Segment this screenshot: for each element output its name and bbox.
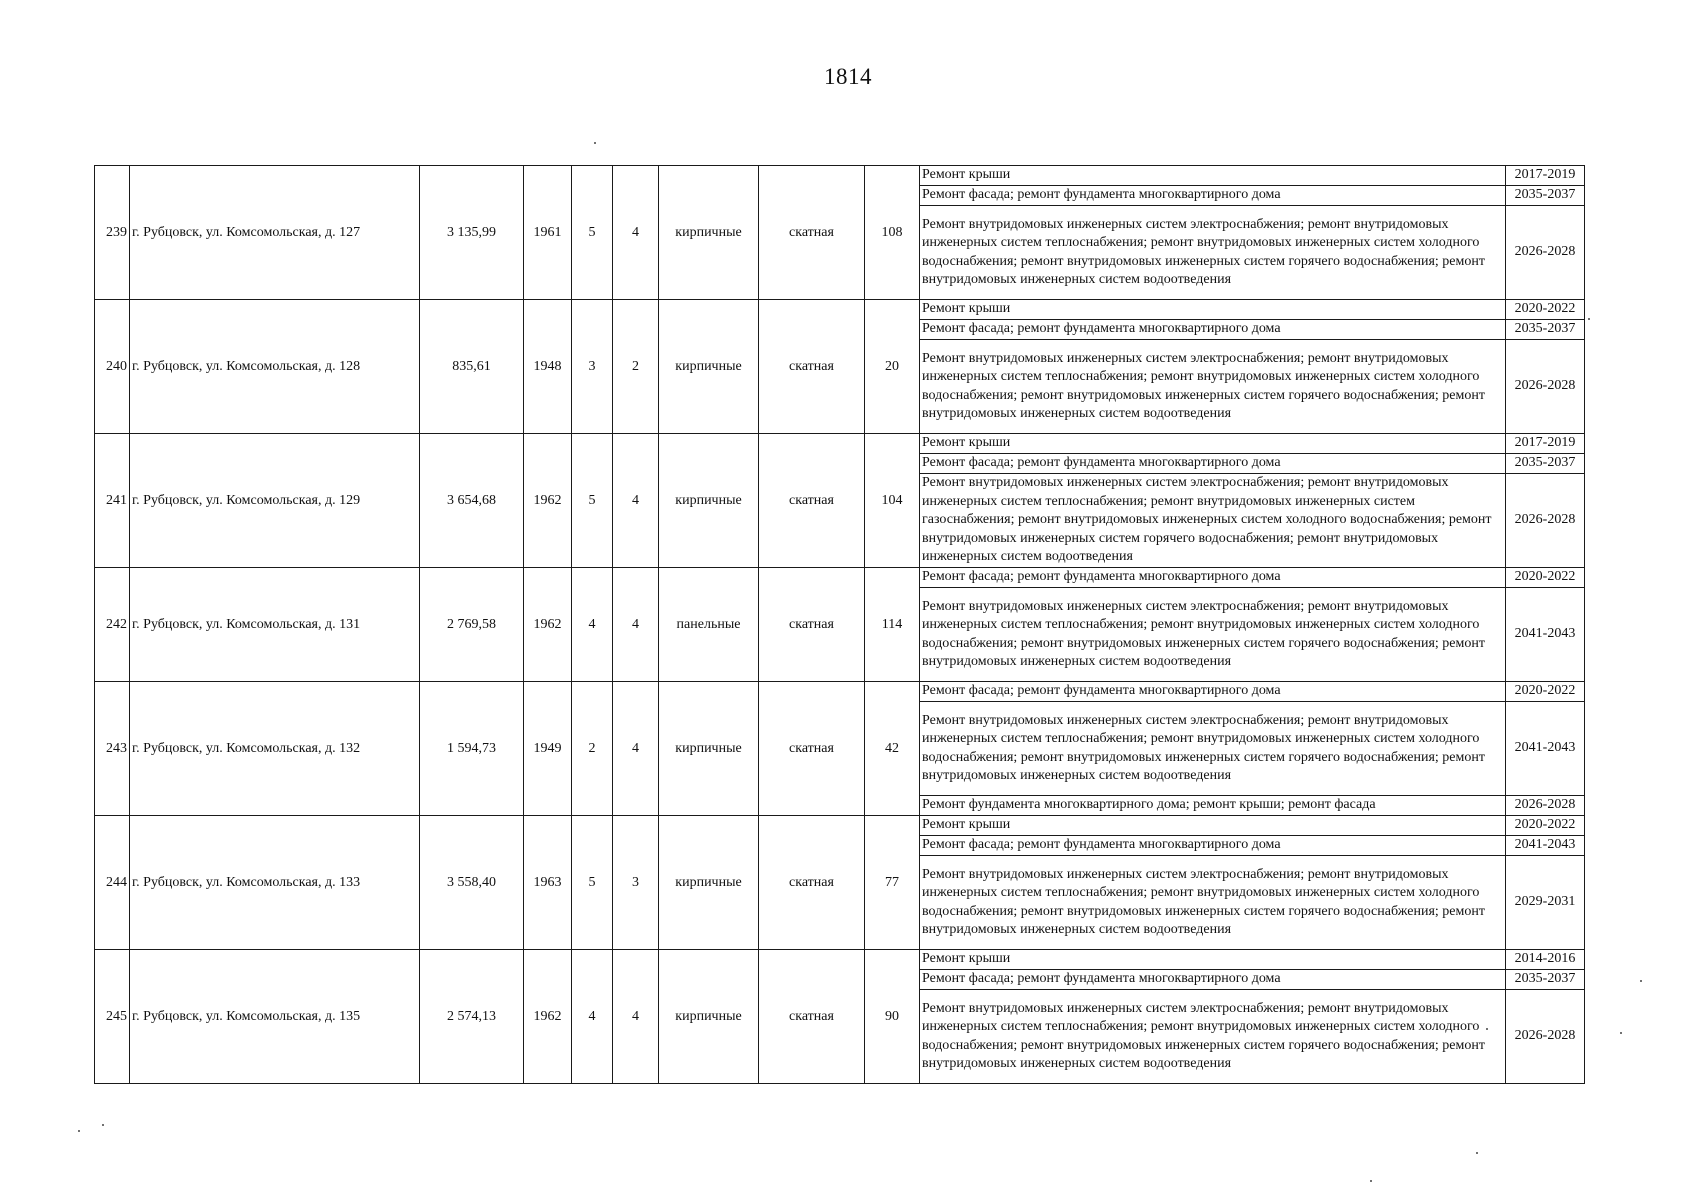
repair-work-cell: Ремонт фасада; ремонт фундамента многоквартирного дома	[920, 186, 1506, 206]
residents-cell: 104	[865, 434, 920, 568]
repair-work-cell: Ремонт внутридомовых инженерных систем электроснабжения; ремонт внутридомовых инженерных систем теплоснабжения; ремонт внутридомовых инженерных систем холодного водоснабжения; ремонт внутридомовых инженерных систем горячего водоснабжения; ремонт внутридомовых инженерных систем водоотведения	[920, 340, 1506, 434]
area-cell: 835,61	[420, 300, 524, 434]
scan-speck	[1640, 980, 1642, 982]
repair-work-cell: Ремонт внутридомовых инженерных систем электроснабжения; ремонт внутридомовых инженерных систем теплоснабжения; ремонт внутридомовых инженерных систем холодного водоснабжения; ремонт внутридомовых инженерных систем горячего водоснабжения; ремонт внутридомовых инженерных систем водоотведения	[920, 206, 1506, 300]
repair-work-cell: Ремонт фасада; ремонт фундамента многоквартирного дома	[920, 970, 1506, 990]
wall-material-cell: кирпичные	[659, 300, 759, 434]
scan-speck	[78, 1130, 80, 1132]
table-row	[95, 568, 1585, 588]
page-number: 1814	[824, 64, 872, 89]
repair-period-cell: 2029-2031	[1506, 856, 1585, 950]
repair-work-cell: Ремонт внутридомовых инженерных систем электроснабжения; ремонт внутридомовых инженерных систем теплоснабжения; ремонт внутридомовых инженерных систем газоснабжения; ремонт внутридомовых инженерных систем холодного водоснабжения; ремонт внутридомовых инженерных систем горячего водоснабжения; ремонт внутридомовых инженерных систем водоотведения	[920, 474, 1506, 568]
repair-work-cell: Ремонт крыши	[920, 300, 1506, 320]
repair-period-cell: 2020-2022	[1506, 816, 1585, 836]
repair-period-cell: 2026-2028	[1506, 796, 1585, 816]
year-cell: 1962	[524, 434, 572, 568]
repair-period-cell: 2026-2028	[1506, 340, 1585, 434]
floors-cell: 4	[572, 950, 613, 1084]
repair-work-cell: Ремонт крыши	[920, 166, 1506, 186]
address-cell: г. Рубцовск, ул. Комсомольская, д. 131	[130, 568, 420, 682]
repair-work-cell: Ремонт крыши	[920, 816, 1506, 836]
scan-speck	[1370, 1180, 1372, 1182]
repair-work-cell: Ремонт внутридомовых инженерных систем электроснабжения; ремонт внутридомовых инженерных систем теплоснабжения; ремонт внутридомовых инженерных систем холодного водоснабжения; ремонт внутридомовых инженерных систем горячего водоснабжения; ремонт внутридомовых инженерных систем водоотведения	[920, 856, 1506, 950]
repair-period-cell: 2020-2022	[1506, 568, 1585, 588]
year-cell: 1962	[524, 568, 572, 682]
address-cell: г. Рубцовск, ул. Комсомольская, д. 129	[130, 434, 420, 568]
floors-cell: 5	[572, 166, 613, 300]
wall-material-cell: кирпичные	[659, 434, 759, 568]
roof-type-cell: скатная	[759, 816, 865, 950]
table-row	[95, 682, 1585, 702]
repair-period-cell: 2041-2043	[1506, 836, 1585, 856]
year-cell: 1962	[524, 950, 572, 1084]
year-cell: 1948	[524, 300, 572, 434]
repair-work-cell: Ремонт фасада; ремонт фундамента многоквартирного дома	[920, 682, 1506, 702]
residents-cell: 114	[865, 568, 920, 682]
row-number: 242	[95, 568, 130, 682]
area-cell: 3 558,40	[420, 816, 524, 950]
table-row	[95, 950, 1585, 970]
wall-material-cell: кирпичные	[659, 816, 759, 950]
repair-period-cell: 2035-2037	[1506, 320, 1585, 340]
wall-material-cell: кирпичные	[659, 166, 759, 300]
address-cell: г. Рубцовск, ул. Комсомольская, д. 127	[130, 166, 420, 300]
repair-period-cell: 2017-2019	[1506, 166, 1585, 186]
roof-type-cell: скатная	[759, 568, 865, 682]
repair-work-cell: Ремонт фасада; ремонт фундамента многоквартирного дома	[920, 568, 1506, 588]
row-number: 243	[95, 682, 130, 816]
residents-cell: 90	[865, 950, 920, 1084]
housing-registry-table	[94, 165, 1585, 1084]
row-number: 241	[95, 434, 130, 568]
wall-material-cell: кирпичные	[659, 682, 759, 816]
table-row	[95, 300, 1585, 320]
row-number: 245	[95, 950, 130, 1084]
repair-period-cell: 2035-2037	[1506, 186, 1585, 206]
area-cell: 2 769,58	[420, 568, 524, 682]
repair-work-cell: Ремонт фасада; ремонт фундамента многоквартирного дома	[920, 454, 1506, 474]
repair-period-cell: 2014-2016	[1506, 950, 1585, 970]
repair-work-cell: Ремонт фасада; ремонт фундамента многоквартирного дома	[920, 836, 1506, 856]
floors-cell: 4	[572, 568, 613, 682]
floors-cell: 5	[572, 434, 613, 568]
scan-speck	[1620, 1032, 1622, 1034]
repair-work-cell: Ремонт внутридомовых инженерных систем электроснабжения; ремонт внутридомовых инженерных систем теплоснабжения; ремонт внутридомовых инженерных систем холодного водоснабжения; ремонт внутридомовых инженерных систем горячего водоснабжения; ремонт внутридомовых инженерных систем водоотведения	[920, 990, 1506, 1084]
area-cell: 1 594,73	[420, 682, 524, 816]
entrances-cell: 2	[613, 300, 659, 434]
floors-cell: 3	[572, 300, 613, 434]
scan-speck	[1476, 1152, 1478, 1154]
address-cell: г. Рубцовск, ул. Комсомольская, д. 135	[130, 950, 420, 1084]
repair-period-cell: 2035-2037	[1506, 454, 1585, 474]
year-cell: 1949	[524, 682, 572, 816]
entrances-cell: 3	[613, 816, 659, 950]
table-row	[95, 166, 1585, 186]
repair-work-cell: Ремонт крыши	[920, 434, 1506, 454]
entrances-cell: 4	[613, 166, 659, 300]
roof-type-cell: скатная	[759, 682, 865, 816]
row-number: 240	[95, 300, 130, 434]
repair-period-cell: 2017-2019	[1506, 434, 1585, 454]
wall-material-cell: панельные	[659, 568, 759, 682]
scan-speck	[1486, 1028, 1488, 1030]
residents-cell: 77	[865, 816, 920, 950]
area-cell: 3 654,68	[420, 434, 524, 568]
scan-speck	[102, 1124, 104, 1126]
repair-period-cell: 2035-2037	[1506, 970, 1585, 990]
repair-work-cell: Ремонт фасада; ремонт фундамента многоквартирного дома	[920, 320, 1506, 340]
entrances-cell: 4	[613, 950, 659, 1084]
repair-work-cell: Ремонт внутридомовых инженерных систем электроснабжения; ремонт внутридомовых инженерных систем теплоснабжения; ремонт внутридомовых инженерных систем холодного водоснабжения; ремонт внутридомовых инженерных систем горячего водоснабжения; ремонт внутридомовых инженерных систем водоотведения	[920, 702, 1506, 796]
roof-type-cell: скатная	[759, 434, 865, 568]
year-cell: 1961	[524, 166, 572, 300]
repair-period-cell: 2020-2022	[1506, 300, 1585, 320]
wall-material-cell: кирпичные	[659, 950, 759, 1084]
entrances-cell: 4	[613, 434, 659, 568]
residents-cell: 108	[865, 166, 920, 300]
entrances-cell: 4	[613, 568, 659, 682]
repair-work-cell: Ремонт крыши	[920, 950, 1506, 970]
roof-type-cell: скатная	[759, 950, 865, 1084]
floors-cell: 5	[572, 816, 613, 950]
scan-speck	[594, 142, 596, 144]
repair-period-cell: 2026-2028	[1506, 474, 1585, 568]
roof-type-cell: скатная	[759, 300, 865, 434]
scan-speck	[1588, 318, 1590, 320]
repair-work-cell: Ремонт фундамента многоквартирного дома; ремонт крыши; ремонт фасада	[920, 796, 1506, 816]
repair-period-cell: 2041-2043	[1506, 702, 1585, 796]
table-row	[95, 816, 1585, 836]
registry-body	[95, 166, 1585, 1084]
area-cell: 2 574,13	[420, 950, 524, 1084]
residents-cell: 20	[865, 300, 920, 434]
entrances-cell: 4	[613, 682, 659, 816]
address-cell: г. Рубцовск, ул. Комсомольская, д. 128	[130, 300, 420, 434]
repair-period-cell: 2026-2028	[1506, 206, 1585, 300]
residents-cell: 42	[865, 682, 920, 816]
area-cell: 3 135,99	[420, 166, 524, 300]
row-number: 239	[95, 166, 130, 300]
year-cell: 1963	[524, 816, 572, 950]
row-number: 244	[95, 816, 130, 950]
table-row	[95, 434, 1585, 454]
repair-period-cell: 2041-2043	[1506, 588, 1585, 682]
repair-period-cell: 2026-2028	[1506, 990, 1585, 1084]
repair-period-cell: 2020-2022	[1506, 682, 1585, 702]
repair-work-cell: Ремонт внутридомовых инженерных систем электроснабжения; ремонт внутридомовых инженерных систем теплоснабжения; ремонт внутридомовых инженерных систем холодного водоснабжения; ремонт внутридомовых инженерных систем горячего водоснабжения; ремонт внутридомовых инженерных систем водоотведения	[920, 588, 1506, 682]
roof-type-cell: скатная	[759, 166, 865, 300]
floors-cell: 2	[572, 682, 613, 816]
address-cell: г. Рубцовск, ул. Комсомольская, д. 132	[130, 682, 420, 816]
address-cell: г. Рубцовск, ул. Комсомольская, д. 133	[130, 816, 420, 950]
